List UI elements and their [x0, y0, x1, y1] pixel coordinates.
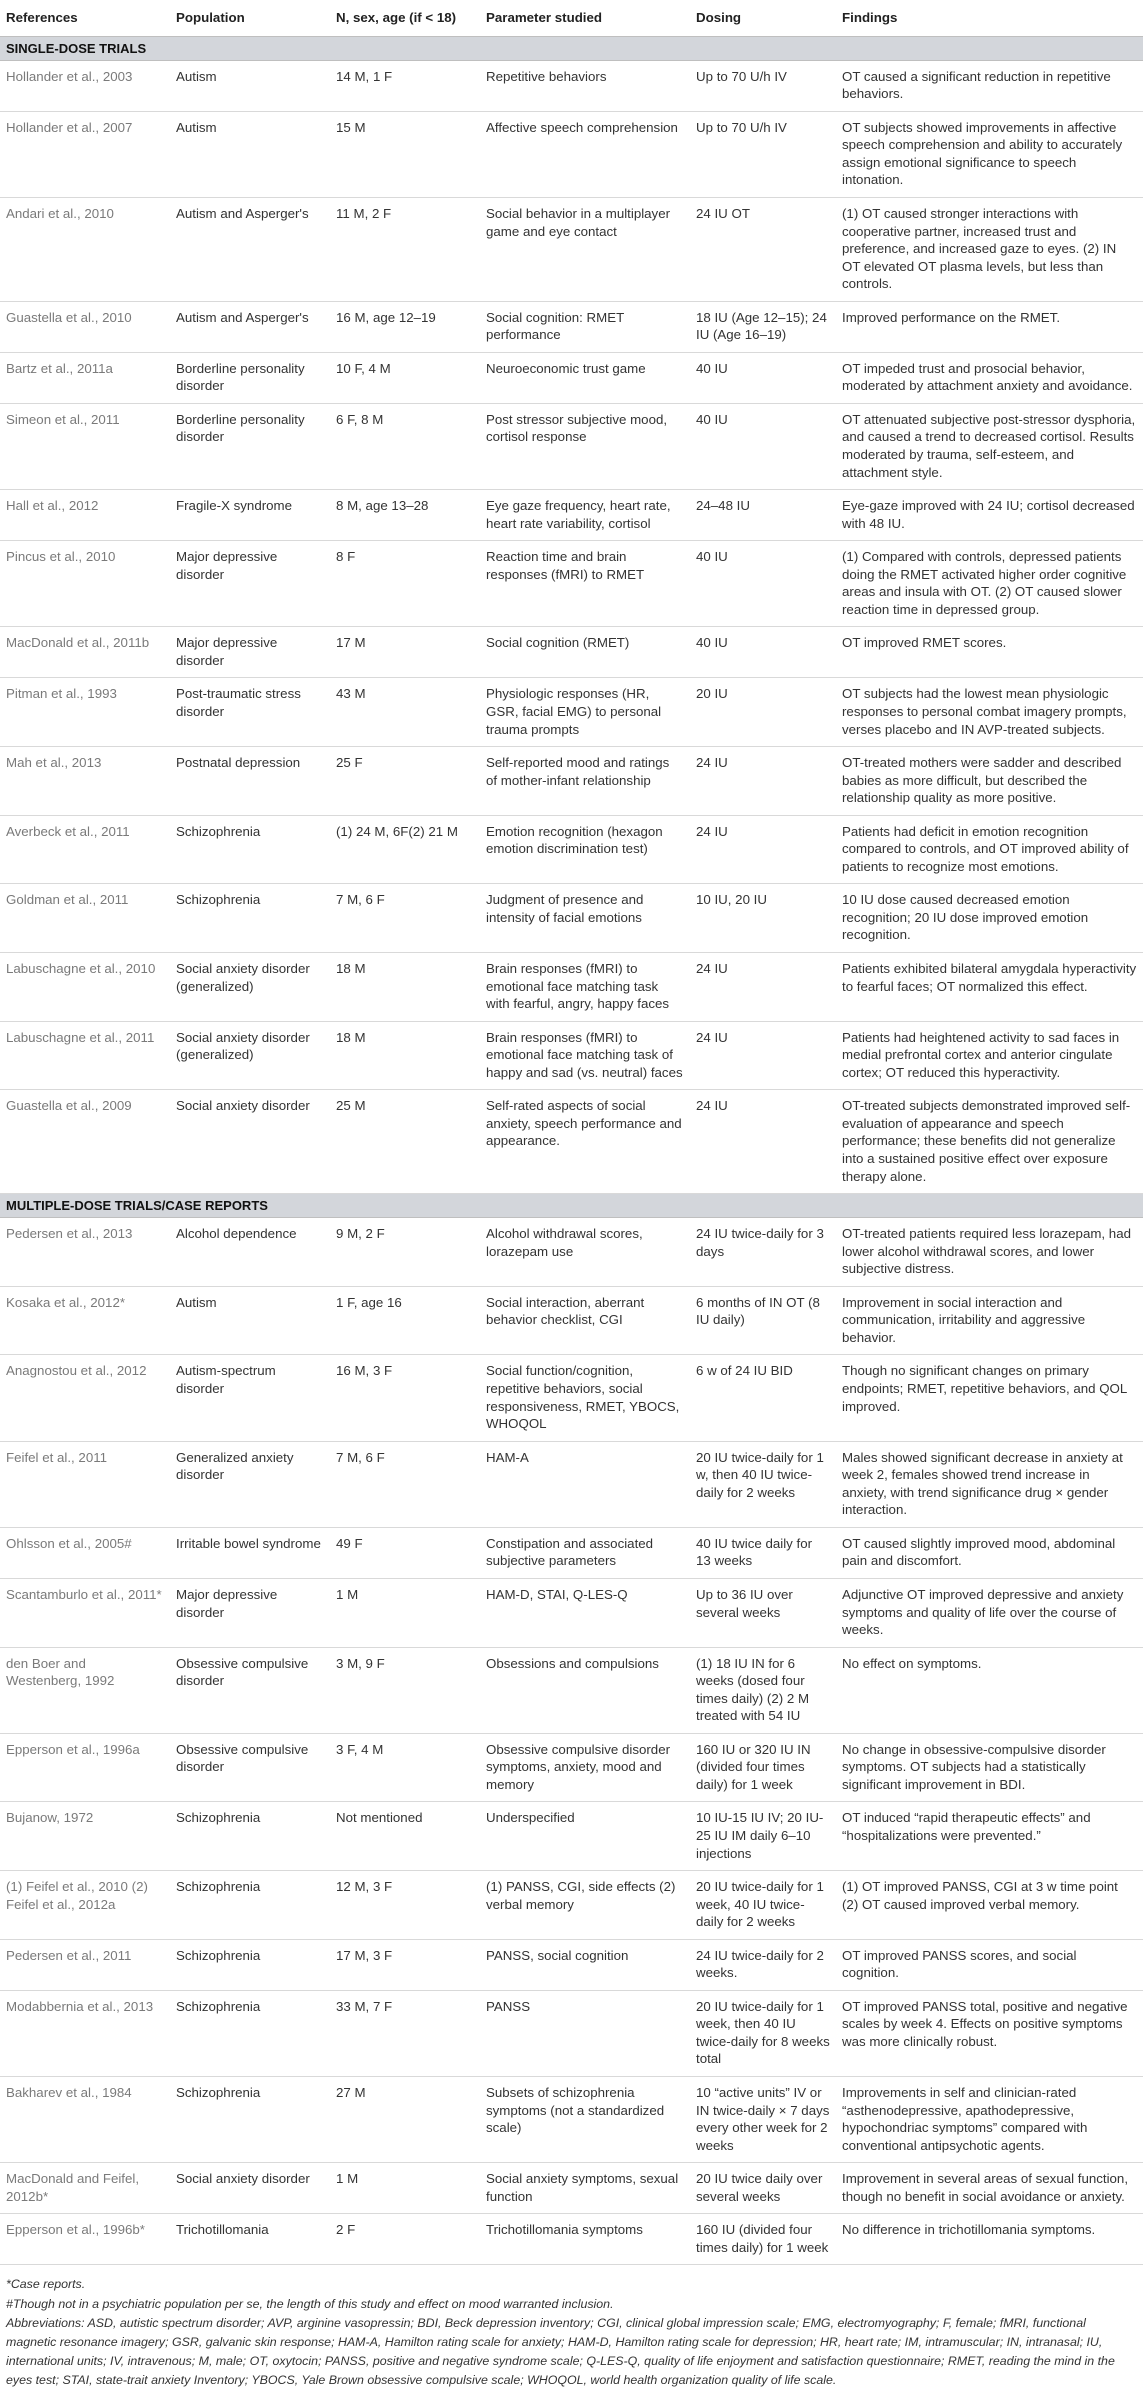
table-row	[0, 403, 1143, 489]
dosing-cell: 160 IU or 320 IU IN (divided four times daily) for 1 week	[690, 1733, 836, 1802]
parameter-cell: Social cognition: RMET performance	[480, 301, 690, 352]
findings-cell: Eye-gaze improved with 24 IU; cortisol decreased with 48 IU.	[836, 490, 1143, 541]
population-cell: Autism-spectrum disorder	[170, 1355, 330, 1441]
footnote-case-reports: *Case reports.	[6, 2277, 86, 2292]
parameter-cell: Self-rated aspects of social anxiety, speech performance and appearance.	[480, 1090, 690, 1194]
population-cell: Obsessive compulsive disorder	[170, 1647, 330, 1733]
population-cell: Schizophrenia	[170, 1990, 330, 2076]
population-cell: Social anxiety disorder (generalized)	[170, 953, 330, 1022]
findings-cell: OT-treated subjects demonstrated improved self-evaluation of appearance and speech performance; these benefits did not generalize into a sustained positive effect over exposure therapy alone.	[836, 1090, 1143, 1194]
reference-cell: Epperson et al., 1996b*	[0, 2214, 170, 2265]
parameter-cell: Judgment of presence and intensity of facial emotions	[480, 884, 690, 953]
table-row	[0, 1871, 1143, 1940]
findings-cell: OT caused a significant reduction in repetitive behaviors.	[836, 60, 1143, 111]
parameter-cell: Underspecified	[480, 1802, 690, 1871]
dosing-cell: 20 IU twice-daily for 1 week, 40 IU twice-daily for 2 weeks	[690, 1871, 836, 1940]
footnote-non-psychiatric: #Though not in a psychiatric population per se, the length of this study and effect on mood warranted inclusion.	[6, 2296, 614, 2311]
n-sex-age-cell: 9 M, 2 F	[330, 1218, 480, 1287]
table-row	[0, 884, 1143, 953]
n-sex-age-cell: 14 M, 1 F	[330, 60, 480, 111]
table-row	[0, 1802, 1143, 1871]
n-sex-age-cell: 49 F	[330, 1527, 480, 1578]
dosing-cell: Up to 36 IU over several weeks	[690, 1578, 836, 1647]
dosing-cell: 40 IU twice daily for 13 weeks	[690, 1527, 836, 1578]
findings-cell: OT-treated mothers were sadder and described babies as more difficult, but described the relationship quality as more positive.	[836, 747, 1143, 816]
parameter-cell: Social interaction, aberrant behavior checklist, CGI	[480, 1286, 690, 1355]
findings-cell: 10 IU dose caused decreased emotion recognition; 20 IU dose improved emotion recognition.	[836, 884, 1143, 953]
parameter-cell: Obsessions and compulsions	[480, 1647, 690, 1733]
reference-cell: Bartz et al., 2011a	[0, 352, 170, 403]
reference-cell: Pincus et al., 2010	[0, 541, 170, 627]
dosing-cell: 24 IU	[690, 1090, 836, 1194]
findings-cell: Patients exhibited bilateral amygdala hyperactivity to fearful faces; OT normalized this effect.	[836, 953, 1143, 1022]
dosing-cell: 10 “active units” IV or IN twice-daily × 7 days every other week for 2 weeks	[690, 2076, 836, 2162]
table-row	[0, 627, 1143, 678]
findings-cell: Improved performance on the RMET.	[836, 301, 1143, 352]
reference-cell: Goldman et al., 2011	[0, 884, 170, 953]
findings-cell: OT improved PANSS total, positive and negative scales by week 4. Effects on positive symptoms was more clinically robust.	[836, 1990, 1143, 2076]
n-sex-age-cell: 8 M, age 13–28	[330, 490, 480, 541]
n-sex-age-cell: 25 F	[330, 747, 480, 816]
reference-cell: Labuschagne et al., 2010	[0, 953, 170, 1022]
population-cell: Borderline personality disorder	[170, 403, 330, 489]
dosing-cell: 10 IU, 20 IU	[690, 884, 836, 953]
dosing-cell: 24 IU	[690, 1021, 836, 1090]
n-sex-age-cell: 17 M, 3 F	[330, 1939, 480, 1990]
dosing-cell: 24 IU	[690, 747, 836, 816]
population-cell: Obsessive compulsive disorder	[170, 1733, 330, 1802]
dosing-cell: 40 IU	[690, 403, 836, 489]
findings-cell: No change in obsessive-compulsive disorder symptoms. OT subjects had a statistically significant improvement in BDI.	[836, 1733, 1143, 1802]
parameter-cell: Eye gaze frequency, heart rate, heart rate variability, cortisol	[480, 490, 690, 541]
parameter-cell: Repetitive behaviors	[480, 60, 690, 111]
parameter-cell: Reaction time and brain responses (fMRI) to RMET	[480, 541, 690, 627]
population-cell: Irritable bowel syndrome	[170, 1527, 330, 1578]
table-row	[0, 678, 1143, 747]
population-cell: Borderline personality disorder	[170, 352, 330, 403]
dosing-cell: 20 IU twice-daily for 1 week, then 40 IU twice-daily for 8 weeks total	[690, 1990, 836, 2076]
table-footnotes	[0, 2265, 1143, 2390]
table-row	[0, 1647, 1143, 1733]
header-findings: Findings	[836, 0, 1143, 36]
parameter-cell: PANSS	[480, 1990, 690, 2076]
table-row	[0, 1090, 1143, 1194]
findings-cell: OT impeded trust and prosocial behavior, moderated by attachment anxiety and avoidance.	[836, 352, 1143, 403]
dosing-cell: 18 IU (Age 12–15); 24 IU (Age 16–19)	[690, 301, 836, 352]
reference-cell: Feifel et al., 2011	[0, 1441, 170, 1527]
n-sex-age-cell: 17 M	[330, 627, 480, 678]
table-header	[0, 0, 1143, 36]
reference-cell: Bakharev et al., 1984	[0, 2076, 170, 2162]
table-row	[0, 1939, 1143, 1990]
parameter-cell: Constipation and associated subjective parameters	[480, 1527, 690, 1578]
population-cell: Social anxiety disorder	[170, 2163, 330, 2214]
n-sex-age-cell: 43 M	[330, 678, 480, 747]
reference-cell: MacDonald and Feifel, 2012b*	[0, 2163, 170, 2214]
section-header-row	[0, 36, 1143, 60]
parameter-cell: HAM-A	[480, 1441, 690, 1527]
n-sex-age-cell: Not mentioned	[330, 1802, 480, 1871]
header-parameter: Parameter studied	[480, 0, 690, 36]
parameter-cell: HAM-D, STAI, Q-LES-Q	[480, 1578, 690, 1647]
parameter-cell: Brain responses (fMRI) to emotional face matching task of happy and sad (vs. neutral) faces	[480, 1021, 690, 1090]
population-cell: Autism	[170, 60, 330, 111]
n-sex-age-cell: 7 M, 6 F	[330, 884, 480, 953]
n-sex-age-cell: (1) 24 M, 6F(2) 21 M	[330, 815, 480, 884]
n-sex-age-cell: 33 M, 7 F	[330, 1990, 480, 2076]
reference-cell: Guastella et al., 2009	[0, 1090, 170, 1194]
reference-cell: Hollander et al., 2007	[0, 111, 170, 197]
findings-cell: (1) OT improved PANSS, CGI at 3 w time point (2) OT caused improved verbal memory.	[836, 1871, 1143, 1940]
dosing-cell: 24 IU OT	[690, 197, 836, 301]
findings-cell: OT attenuated subjective post-stressor dysphoria, and caused a trend to decreased cortisol. Results moderated by trauma, self-esteem, and attachment style.	[836, 403, 1143, 489]
reference-cell: Bujanow, 1972	[0, 1802, 170, 1871]
parameter-cell: Physiologic responses (HR, GSR, facial EMG) to personal trauma prompts	[480, 678, 690, 747]
findings-cell: (1) Compared with controls, depressed patients doing the RMET activated higher order cognitive areas and insula with OT. (2) OT caused slower reaction time in depressed group.	[836, 541, 1143, 627]
findings-cell: Patients had deficit in emotion recognition compared to controls, and OT improved ability of patients to recognize most emotions.	[836, 815, 1143, 884]
findings-cell: OT subjects showed improvements in affective speech comprehension and ability to accurately assign emotional significance to speech intonation.	[836, 111, 1143, 197]
dosing-cell: Up to 70 U/h IV	[690, 111, 836, 197]
population-cell: Social anxiety disorder (generalized)	[170, 1021, 330, 1090]
reference-cell: Hall et al., 2012	[0, 490, 170, 541]
n-sex-age-cell: 27 M	[330, 2076, 480, 2162]
table-row	[0, 60, 1143, 111]
footnote-abbreviations: Abbreviations: ASD, autistic spectrum disorder; AVP, arginine vasopressin; BDI, Beck depression inventory; CGI, clinical global impression scale; EMG, electromyography; F, female; fMRI, functional magnetic resonance imagery; GSR, galvanic skin response; HAM-A, Hamilton rating scale for anxiety; HAM-D, Hamilton rating scale for depression; HR, heart rate; IM, intramuscular; IN, intranasal; IU, international units; IV, intravenous; M, male; OT, oxytocin; PANSS, positive and negative syndrome scale; Q-LES-Q, quality of life enjoyment and satisfaction questionnaire; RMET, reading the mind in the eyes test; STAI, state-trait anxiety Inventory; YBOCS, Yale Brown obsessive compulsive scale; WHOQOL, world health organization quality of life scale.	[6, 2315, 1115, 2388]
table-row	[0, 1218, 1143, 1287]
reference-cell: Guastella et al., 2010	[0, 301, 170, 352]
parameter-cell: Alcohol withdrawal scores, lorazepam use	[480, 1218, 690, 1287]
dosing-cell: (1) 18 IU IN for 6 weeks (dosed four times daily) (2) 2 M treated with 54 IU	[690, 1647, 836, 1733]
n-sex-age-cell: 16 M, 3 F	[330, 1355, 480, 1441]
dosing-cell: 40 IU	[690, 627, 836, 678]
findings-cell: Patients had heightened activity to sad faces in medial prefrontal cortex and anterior cingulate cortex; OT reduced this hyperactivity.	[836, 1021, 1143, 1090]
n-sex-age-cell: 3 F, 4 M	[330, 1733, 480, 1802]
reference-cell: (1) Feifel et al., 2010 (2) Feifel et al., 2012a	[0, 1871, 170, 1940]
population-cell: Autism	[170, 111, 330, 197]
parameter-cell: Affective speech comprehension	[480, 111, 690, 197]
parameter-cell: Social cognition (RMET)	[480, 627, 690, 678]
parameter-cell: Trichotillomania symptoms	[480, 2214, 690, 2265]
findings-cell: Adjunctive OT improved depressive and anxiety symptoms and quality of life over the course of weeks.	[836, 1578, 1143, 1647]
table-row	[0, 197, 1143, 301]
header-references: References	[0, 0, 170, 36]
n-sex-age-cell: 1 F, age 16	[330, 1286, 480, 1355]
population-cell: Autism and Asperger's	[170, 301, 330, 352]
reference-cell: Andari et al., 2010	[0, 197, 170, 301]
findings-cell: OT improved RMET scores.	[836, 627, 1143, 678]
dosing-cell: 24 IU	[690, 815, 836, 884]
findings-cell: OT-treated patients required less lorazepam, had lower alcohol withdrawal scores, and lower subjective distress.	[836, 1218, 1143, 1287]
findings-cell: OT induced “rapid therapeutic effects” and “hospitalizations were prevented.”	[836, 1802, 1143, 1871]
table-row	[0, 301, 1143, 352]
findings-cell: Though no significant changes on primary endpoints; RMET, repetitive behaviors, and QOL improved.	[836, 1355, 1143, 1441]
findings-cell: (1) OT caused stronger interactions with cooperative partner, increased trust and preference, and increased gaze to eyes. (2) IN OT elevated OT plasma levels, but less than controls.	[836, 197, 1143, 301]
population-cell: Autism	[170, 1286, 330, 1355]
population-cell: Autism and Asperger's	[170, 197, 330, 301]
header-row	[0, 0, 1143, 36]
table-row	[0, 111, 1143, 197]
section-title: MULTIPLE-DOSE TRIALS/CASE REPORTS	[0, 1194, 1143, 1218]
population-cell: Schizophrenia	[170, 1802, 330, 1871]
parameter-cell: Obsessive compulsive disorder symptoms, anxiety, mood and memory	[480, 1733, 690, 1802]
findings-cell: OT caused slightly improved mood, abdominal pain and discomfort.	[836, 1527, 1143, 1578]
population-cell: Postnatal depression	[170, 747, 330, 816]
reference-cell: Scantamburlo et al., 2011*	[0, 1578, 170, 1647]
reference-cell: MacDonald et al., 2011b	[0, 627, 170, 678]
dosing-cell: 6 months of IN OT (8 IU daily)	[690, 1286, 836, 1355]
n-sex-age-cell: 1 M	[330, 1578, 480, 1647]
table-row	[0, 815, 1143, 884]
table-row	[0, 2214, 1143, 2265]
parameter-cell: Brain responses (fMRI) to emotional face matching task with fearful, angry, happy faces	[480, 953, 690, 1022]
n-sex-age-cell: 6 F, 8 M	[330, 403, 480, 489]
population-cell: Schizophrenia	[170, 2076, 330, 2162]
findings-cell: OT improved PANSS scores, and social cognition.	[836, 1939, 1143, 1990]
section-title: SINGLE-DOSE TRIALS	[0, 36, 1143, 60]
n-sex-age-cell: 16 M, age 12–19	[330, 301, 480, 352]
table-row	[0, 953, 1143, 1022]
findings-cell: OT subjects had the lowest mean physiologic responses to personal combat imagery prompts, verses placebo and IN AVP-treated subjects.	[836, 678, 1143, 747]
table-row	[0, 1441, 1143, 1527]
table-row	[0, 1527, 1143, 1578]
table-row	[0, 490, 1143, 541]
table-row	[0, 1286, 1143, 1355]
dosing-cell: 10 IU-15 IU IV; 20 IU-25 IU IM daily 6–10 injections	[690, 1802, 836, 1871]
header-n-sex-age: N, sex, age (if < 18)	[330, 0, 480, 36]
reference-cell: Kosaka et al., 2012*	[0, 1286, 170, 1355]
parameter-cell: Self-reported mood and ratings of mother-infant relationship	[480, 747, 690, 816]
section-header-row	[0, 1194, 1143, 1218]
reference-cell: Hollander et al., 2003	[0, 60, 170, 111]
reference-cell: Anagnostou et al., 2012	[0, 1355, 170, 1441]
population-cell: Major depressive disorder	[170, 1578, 330, 1647]
n-sex-age-cell: 1 M	[330, 2163, 480, 2214]
n-sex-age-cell: 3 M, 9 F	[330, 1647, 480, 1733]
dosing-cell: 24–48 IU	[690, 490, 836, 541]
reference-cell: Pedersen et al., 2011	[0, 1939, 170, 1990]
dosing-cell: 24 IU twice-daily for 3 days	[690, 1218, 836, 1287]
dosing-cell: Up to 70 U/h IV	[690, 60, 836, 111]
reference-cell: den Boer and Westenberg, 1992	[0, 1647, 170, 1733]
n-sex-age-cell: 18 M	[330, 953, 480, 1022]
findings-cell: No difference in trichotillomania symptoms.	[836, 2214, 1143, 2265]
parameter-cell: Social behavior in a multiplayer game and eye contact	[480, 197, 690, 301]
table-row	[0, 1733, 1143, 1802]
parameter-cell: Post stressor subjective mood, cortisol response	[480, 403, 690, 489]
dosing-cell: 20 IU	[690, 678, 836, 747]
n-sex-age-cell: 10 F, 4 M	[330, 352, 480, 403]
reference-cell: Pedersen et al., 2013	[0, 1218, 170, 1287]
parameter-cell: Social function/cognition, repetitive behaviors, social responsiveness, RMET, YBOCS, WHOQOL	[480, 1355, 690, 1441]
dosing-cell: 24 IU twice-daily for 2 weeks.	[690, 1939, 836, 1990]
dosing-cell: 20 IU twice daily over several weeks	[690, 2163, 836, 2214]
n-sex-age-cell: 25 M	[330, 1090, 480, 1194]
parameter-cell: Subsets of schizophrenia symptoms (not a standardized scale)	[480, 2076, 690, 2162]
findings-cell: Males showed significant decrease in anxiety at week 2, females showed trend increase in anxiety, with trend significance drug × gender interaction.	[836, 1441, 1143, 1527]
parameter-cell: (1) PANSS, CGI, side effects (2) verbal memory	[480, 1871, 690, 1940]
population-cell: Schizophrenia	[170, 815, 330, 884]
population-cell: Post-traumatic stress disorder	[170, 678, 330, 747]
reference-cell: Simeon et al., 2011	[0, 403, 170, 489]
n-sex-age-cell: 2 F	[330, 2214, 480, 2265]
table-row	[0, 747, 1143, 816]
table-row	[0, 2163, 1143, 2214]
n-sex-age-cell: 15 M	[330, 111, 480, 197]
reference-cell: Labuschagne et al., 2011	[0, 1021, 170, 1090]
dosing-cell: 20 IU twice-daily for 1 w, then 40 IU twice-daily for 2 weeks	[690, 1441, 836, 1527]
n-sex-age-cell: 18 M	[330, 1021, 480, 1090]
population-cell: Schizophrenia	[170, 1939, 330, 1990]
reference-cell: Modabbernia et al., 2013	[0, 1990, 170, 2076]
reference-cell: Epperson et al., 1996a	[0, 1733, 170, 1802]
population-cell: Schizophrenia	[170, 1871, 330, 1940]
table-row	[0, 1578, 1143, 1647]
header-dosing: Dosing	[690, 0, 836, 36]
population-cell: Schizophrenia	[170, 884, 330, 953]
dosing-cell: 40 IU	[690, 541, 836, 627]
population-cell: Generalized anxiety disorder	[170, 1441, 330, 1527]
n-sex-age-cell: 7 M, 6 F	[330, 1441, 480, 1527]
dosing-cell: 6 w of 24 IU BID	[690, 1355, 836, 1441]
reference-cell: Mah et al., 2013	[0, 747, 170, 816]
parameter-cell: Emotion recognition (hexagon emotion discrimination test)	[480, 815, 690, 884]
population-cell: Major depressive disorder	[170, 541, 330, 627]
dosing-cell: 160 IU (divided four times daily) for 1 week	[690, 2214, 836, 2265]
population-cell: Trichotillomania	[170, 2214, 330, 2265]
reference-cell: Averbeck et al., 2011	[0, 815, 170, 884]
population-cell: Fragile-X syndrome	[170, 490, 330, 541]
table-row	[0, 1990, 1143, 2076]
n-sex-age-cell: 11 M, 2 F	[330, 197, 480, 301]
reference-cell: Ohlsson et al., 2005#	[0, 1527, 170, 1578]
findings-cell: No effect on symptoms.	[836, 1647, 1143, 1733]
dosing-cell: 24 IU	[690, 953, 836, 1022]
header-population: Population	[170, 0, 330, 36]
n-sex-age-cell: 8 F	[330, 541, 480, 627]
reference-cell: Pitman et al., 1993	[0, 678, 170, 747]
table-row	[0, 2076, 1143, 2162]
table-body	[0, 36, 1143, 2265]
table-row	[0, 1355, 1143, 1441]
table-row	[0, 541, 1143, 627]
population-cell: Social anxiety disorder	[170, 1090, 330, 1194]
dosing-cell: 40 IU	[690, 352, 836, 403]
parameter-cell: PANSS, social cognition	[480, 1939, 690, 1990]
n-sex-age-cell: 12 M, 3 F	[330, 1871, 480, 1940]
findings-cell: Improvement in social interaction and communication, irritability and aggressive behavior.	[836, 1286, 1143, 1355]
population-cell: Alcohol dependence	[170, 1218, 330, 1287]
findings-cell: Improvement in several areas of sexual function, though no benefit in social avoidance or anxiety.	[836, 2163, 1143, 2214]
parameter-cell: Neuroeconomic trust game	[480, 352, 690, 403]
findings-cell: Improvements in self and clinician-rated “asthenodepressive, apathodepressive, hypochondriac symptoms” compared with conventional antipsychotic agents.	[836, 2076, 1143, 2162]
table-row	[0, 352, 1143, 403]
population-cell: Major depressive disorder	[170, 627, 330, 678]
parameter-cell: Social anxiety symptoms, sexual function	[480, 2163, 690, 2214]
table-row	[0, 1021, 1143, 1090]
